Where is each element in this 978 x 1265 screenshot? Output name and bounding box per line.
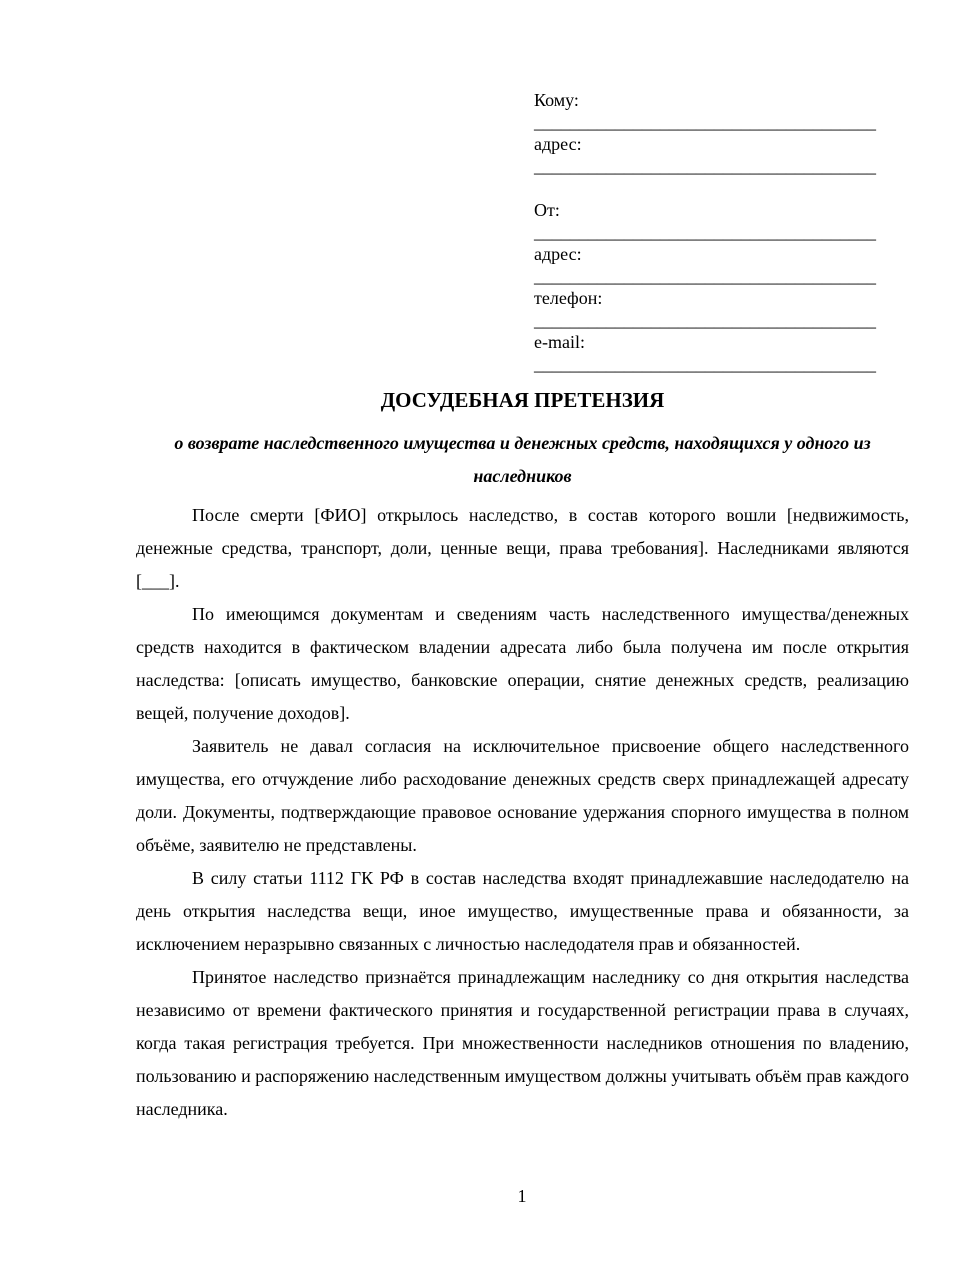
body-paragraph: Заявитель не давал согласия на исключительное присвоение общего наследственного имущества, его отчуждение либо расходование денежных средств сверх принадлежащей адресату доли. Документы, подтверждающие правовое основание удержания спорного имущества в полном объёме, заявителю не представлены. (136, 736, 909, 855)
from-blank-line: ______________________________________ (534, 222, 876, 242)
body-paragraph: По имеющимся документам и сведениям часть наследственного имущества/денежных средств находится в фактическом владении адресата либо была получена им после открытия наследства: [описать имущество, банковские операции, снятие денежных средств, реализацию вещей, получение доходов]. (136, 604, 909, 723)
document-title: ДОСУДЕБНАЯ ПРЕТЕНЗИЯ (380, 388, 665, 412)
from-address-blank-line: ______________________________________ (534, 266, 876, 286)
address-spacer (534, 177, 898, 199)
email-label: e-mail: (534, 332, 585, 352)
from-address-label: адрес: (534, 244, 582, 264)
phone-label: телефон: (534, 288, 603, 308)
document-body (136, 499, 909, 1126)
from-label: От: (534, 200, 560, 220)
phone-blank-line: ______________________________________ (534, 310, 876, 330)
page-number: 1 (517, 1186, 527, 1206)
body-paragraph: После смерти [ФИО] открылось наследство, в состав которого вошли [недвижимость, денежные средства, транспорт, доли, ценные вещи, права требования]. Наследниками являются [___]. (136, 505, 909, 591)
body-paragraph: В силу статьи 1112 ГК РФ в состав наследства входят принадлежавшие наследодателю на день открытия наследства вещи, иное имущество, имущественные права и обязанности, за исключением неразрывно связанных с личностью наследодателя прав и обязанностей. (136, 868, 909, 954)
to-label: Кому: (534, 90, 579, 110)
to-blank-line: ______________________________________ (534, 112, 876, 132)
addressee-block (534, 89, 898, 375)
to-address-blank-line: ______________________________________ (534, 156, 876, 176)
to-address-label: адрес: (534, 134, 582, 154)
email-blank-line: ______________________________________ (534, 354, 876, 374)
body-paragraph: Принятое наследство признаётся принадлежащим наследнику со дня открытия наследства независимо от времени фактического принятия и государственной регистрации права в случаях, когда такая регистрация требуется. При множественности наследников отношения по владению, пользованию и распоряжению наследственным имуществом должны учитывать объём прав каждого наследника. (136, 967, 909, 1119)
document-subtitle: о возврате наследственного имущества и денежных средств, находящихся у одного из наследников (174, 433, 871, 486)
